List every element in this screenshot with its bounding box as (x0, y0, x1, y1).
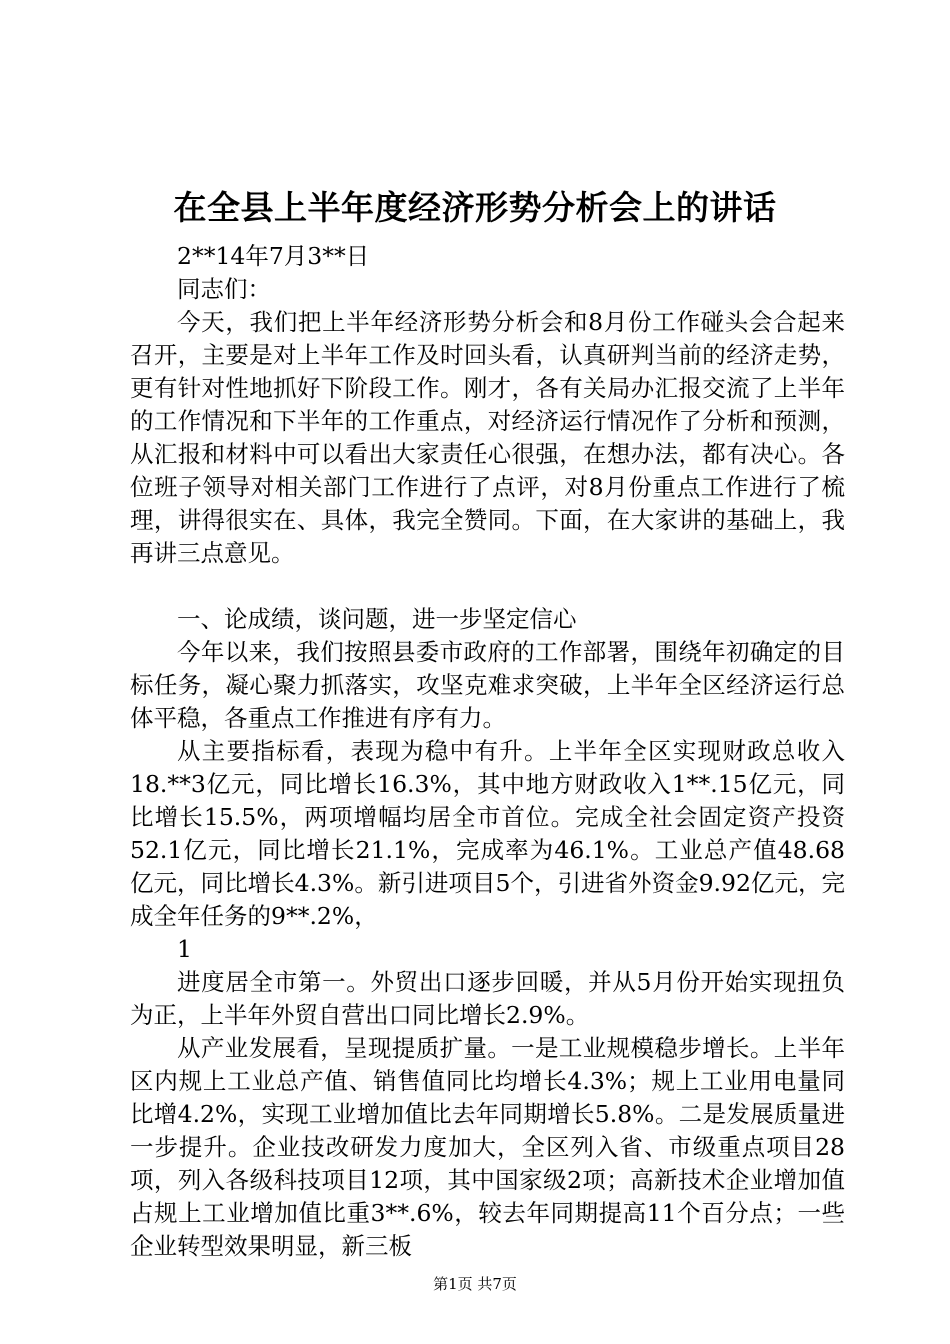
document-title: 在全县上半年度经济形势分析会上的讲话 (173, 188, 777, 227)
speech-date: 2**14年7月3**日 (177, 242, 370, 270)
paragraph-exports: 进度居全市第一。外贸出口逐步回暖，并从5月份开始实现扭负为正，上半年外贸自营出口同比增长2.9%。 (130, 968, 845, 1029)
paragraph-overview: 今年以来，我们按照县委市政府的工作部署，围绕年初确定的目标任务，凝心聚力抓落实，攻坚克难求突破，上半年全区经济运行总体平稳，各重点工作推进有序有力。 (130, 638, 845, 732)
salutation: 同志们： (177, 275, 271, 303)
inline-page-number: 1 (177, 935, 192, 963)
paragraph-gap (130, 570, 845, 603)
paragraph-opening: 今天，我们把上半年经济形势分析会和8月份工作碰头会合起来召开，主要是对上半年工作及时回头看，认真研判当前的经济走势，更有针对性地抓好下阶段工作。刚才，各有关局办汇报交流了上半年的工作情况和下半年的工作重点，对经济运行情况作了分析和预测，从汇报和材料中可以看出大家责任心很强，在想办法，都有决心。各位班子领导对相关部门工作进行了点评，对8月份重点工作进行了梳理，讲得很实在、具体，我完全赞同。下面，在大家讲的基础上，我再讲三点意见。 (130, 308, 845, 567)
paragraph-industry: 从产业发展看，呈现提质扩量。一是工业规模稳步增长。上半年区内规上工业总产值、销售值同比均增长4.3%；规上工业用电量同比增4.2%，实现工业增加值比去年同期增长5.8%。二是发展质量进一步提升。企业技改研发力度加大，全区列入省、市级重点项目28项，列入各级科技项目12项，其中国家级2项；高新技术企业增加值占规上工业增加值比重3**.6%，较去年同期提高11个百分点；一些企业转型效果明显，新三板 (130, 1034, 845, 1260)
section-heading: 一、论成绩，谈问题，进一步坚定信心 (177, 605, 577, 633)
paragraph-indicators: 从主要指标看，表现为稳中有升。上半年全区实现财政总收入18.**3亿元，同比增长16.3%，其中地方财政收入1**.15亿元，同比增长15.5%，两项增幅均居全市首位。完成全社会固定资产投资52.1亿元，同比增长21.1%，完成率为46.1%。工业总产值48.68亿元，同比增长4.3%。新引进项目5个，引进省外资金9.92亿元，完成全年任务的9**.2%， (130, 737, 845, 930)
page-footer: 第1页 共7页 (433, 1275, 517, 1293)
document-body (130, 240, 845, 1263)
